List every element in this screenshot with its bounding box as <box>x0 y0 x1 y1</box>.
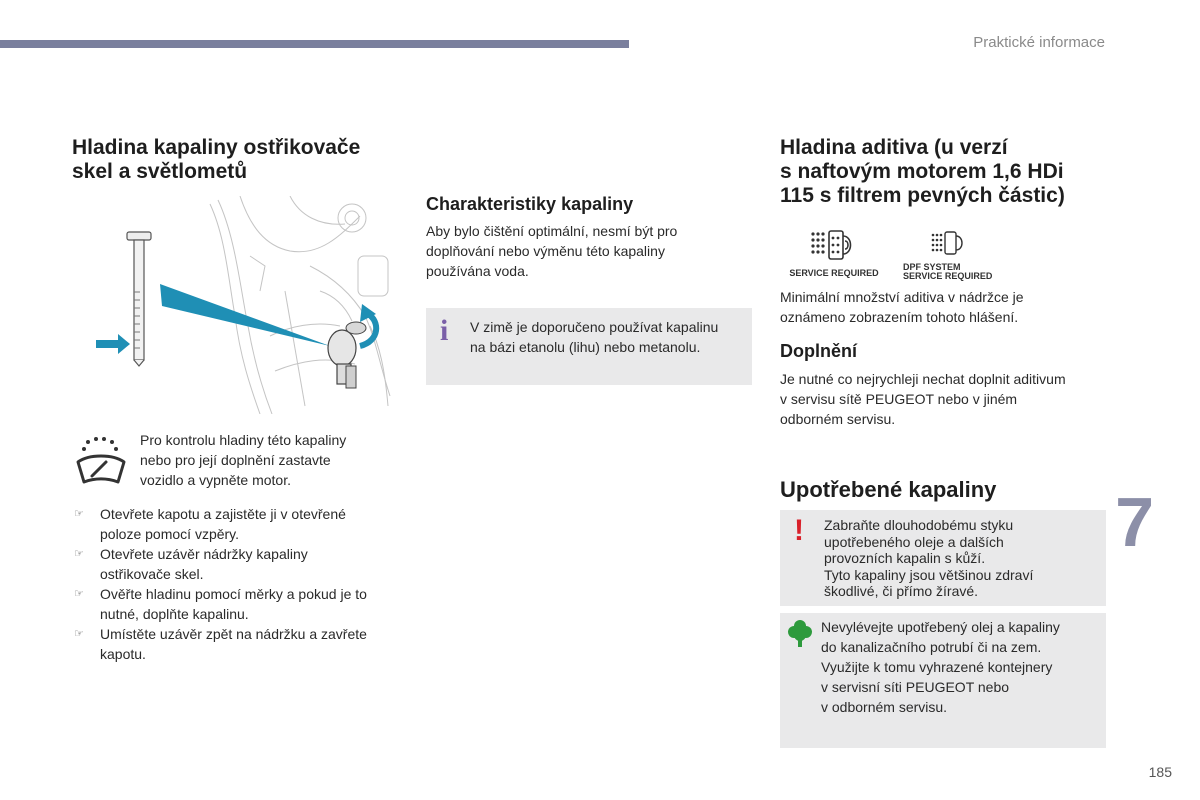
fluid-characteristics-text <box>426 221 746 281</box>
eco-line5: v odborném servisu. <box>821 699 948 715</box>
refill-text <box>780 369 1110 429</box>
washer-reservoir-illustration <box>90 196 398 414</box>
dpf-service-indicator <box>900 228 1000 281</box>
additive-min-line1: Minimální množství aditiva v nádržce je <box>780 289 1024 305</box>
pointing-hand-icon: ☞ <box>74 508 84 520</box>
header-bar <box>0 40 629 48</box>
dpf-filter-icon <box>930 228 970 258</box>
eco-line1: Nevylévejte upotřebený olej a kapaliny <box>821 619 1060 635</box>
service-required-indicator <box>786 226 882 278</box>
wiper-icon <box>74 436 128 491</box>
section-label: Praktické informace <box>973 34 1105 51</box>
dipstick-shape <box>127 232 151 366</box>
step-3-line1: Ověřte hladinu pomocí měrky a pokud je to <box>100 586 367 602</box>
warning-icon: ! <box>794 514 804 547</box>
washer-fluid-title-line2: skel a světlometů <box>72 160 248 183</box>
washer-note <box>140 430 400 490</box>
chapter-number: 7 <box>1115 483 1154 561</box>
washer-steps-list <box>72 504 402 664</box>
eco-line4: v servisní síti PEUGEOT nebo <box>821 679 1010 695</box>
warning-text <box>824 517 1094 600</box>
characteristics-line3: používána voda. <box>426 263 529 279</box>
warning-line5: škodlivé, či přímo žíravé. <box>824 583 979 599</box>
used-fluids-title: Upotřebené kapaliny <box>780 477 997 502</box>
additive-title-line1: Hladina aditiva (u verzí <box>780 136 1008 159</box>
washer-fluid-title-line1: Hladina kapaliny ostřikovače <box>72 136 361 159</box>
additive-level-title <box>780 136 1065 208</box>
refill-line2: v servisu sítě PEUGEOT nebo v jiném <box>780 391 1018 407</box>
skin-contact-warning-box <box>780 510 1106 606</box>
warning-line3: provozních kapalin s kůží. <box>824 550 986 566</box>
warning-line4: Tyto kapaliny jsou většinou zdraví <box>824 566 1034 583</box>
page-number: 185 <box>1148 764 1172 780</box>
step-1-line2: poloze pomocí vzpěry. <box>100 526 240 542</box>
eco-line2: do kanalizačního potrubí či na zem. <box>821 639 1042 655</box>
pointing-hand-icon: ☞ <box>74 548 84 560</box>
additive-title-line2: s naftovým motorem 1,6 HDi <box>780 160 1064 183</box>
step-1-line1: Otevřete kapotu a zajistěte ji v otevřené <box>100 506 346 522</box>
environment-text <box>821 617 1101 717</box>
washer-note-line3: vozidlo a vypněte motor. <box>140 472 291 488</box>
characteristics-line1: Aby bylo čištění optimální, nesmí být pro <box>426 223 678 239</box>
particle-filter-icon <box>809 226 859 264</box>
step-4-line1: Umístěte uzávěr zpět na nádržku a zavřete <box>100 626 367 642</box>
refill-title: Doplnění <box>780 341 857 361</box>
service-required-label: SERVICE REQUIRED <box>789 268 879 278</box>
winter-info-box <box>426 308 752 385</box>
info-icon: i <box>440 314 449 347</box>
step-2-line2: ostřikovače skel. <box>100 566 204 582</box>
step-2-line1: Otevřete uzávěr nádržky kapaliny <box>100 546 308 562</box>
tree-icon <box>788 619 812 647</box>
list-item <box>72 504 402 544</box>
reservoir-cap <box>328 322 366 388</box>
dpf-service-required-label: SERVICE REQUIRED <box>903 271 993 281</box>
warning-line2: upotřebeného oleje a dalších <box>824 533 1004 550</box>
list-item <box>72 544 402 584</box>
additive-title-line3: 115 s filtrem pevných částic) <box>780 184 1065 207</box>
washer-fluid-title <box>72 136 360 184</box>
eco-line3: Využijte k tomu vyhrazené kontejnery <box>821 659 1053 675</box>
additive-min-text <box>780 287 1110 327</box>
refill-line3: odborném servisu. <box>780 411 896 427</box>
additive-min-line2: oznámeno zobrazením tohoto hlášení. <box>780 309 1019 325</box>
list-item <box>72 624 402 664</box>
washer-note-line1: Pro kontrolu hladiny této kapaliny <box>140 432 347 448</box>
warning-line1: Zabraňte dlouhodobému styku <box>824 517 1014 533</box>
fluid-characteristics-title: Charakteristiky kapaliny <box>426 194 634 214</box>
dpf-system-label: DPF SYSTEM <box>903 262 961 272</box>
winter-info-line1: V zimě je doporučeno používat kapalinu <box>470 319 719 335</box>
list-item <box>72 584 402 624</box>
winter-info-line2: na bázi etanolu (lihu) nebo metanolu. <box>470 339 701 355</box>
refill-line1: Je nutné co nejrychleji nechat doplnit aditivum <box>780 371 1066 387</box>
environment-info-box <box>780 613 1106 748</box>
step-3-line2: nutné, doplňte kapalinu. <box>100 606 249 622</box>
washer-note-line2: nebo pro její doplnění zastavte <box>140 452 331 468</box>
pointing-hand-icon: ☞ <box>74 628 84 640</box>
winter-info-text <box>470 317 750 357</box>
arrow-shape <box>96 334 130 354</box>
characteristics-line2: doplňování nebo výměnu této kapaliny <box>426 243 665 259</box>
callout-beam <box>160 284 330 346</box>
pointing-hand-icon: ☞ <box>74 588 84 600</box>
step-4-line2: kapotu. <box>100 646 146 662</box>
